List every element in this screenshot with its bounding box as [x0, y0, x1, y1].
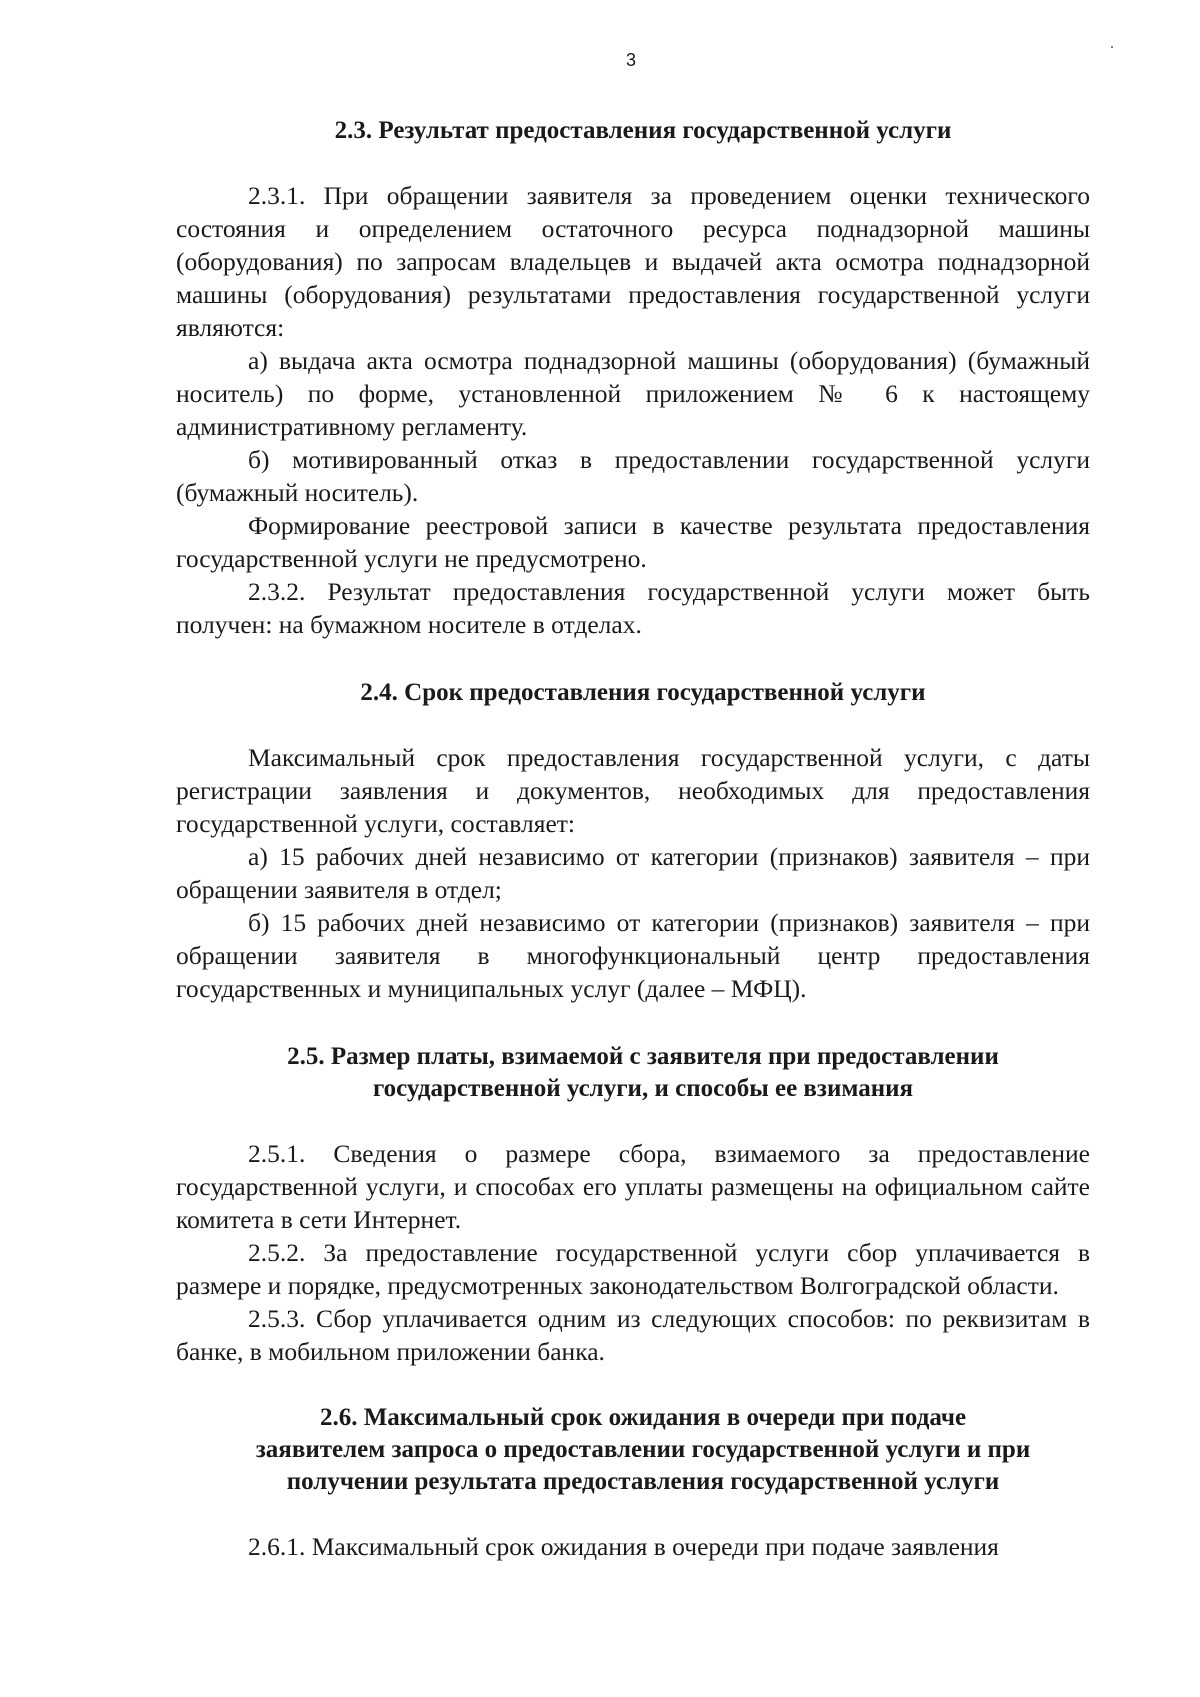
scan-speck	[1111, 46, 1113, 48]
heading-line: 2.5. Размер платы, взимаемой с заявителя при предоставлении	[287, 1043, 999, 1070]
section-2-6	[176, 1402, 1090, 1563]
section-2-4	[176, 677, 1090, 1005]
section-2-5	[176, 1041, 1090, 1368]
paragraph: б) мотивированный отказ в предоставлении государственной услуги (бумажный носитель).	[176, 445, 1090, 507]
paragraph: 2.5.3. Сбор уплачивается одним из следующих способов: по реквизитам в банке, в мобильном приложении банка.	[176, 1304, 1090, 1366]
heading-line: 2.3. Результат предоставления государственной услуги	[334, 117, 952, 144]
heading-line: государственной услуги, и способы ее взимания	[372, 1075, 914, 1102]
heading-line: 2.6. Максимальный срок ожидания в очереди при подаче	[319, 1404, 967, 1431]
paragraph: 2.3.1. При обращении заявителя за проведением оценки технического состояния и определением остаточного ресурса поднадзорной машины (оборудования) по запросам владельцев и выдачей акта осмотра поднадзорной машины (оборудования) результатами предоставления государственной услуги являются:	[176, 181, 1090, 342]
paragraph: 2.5.1. Сведения о размере сбора, взимаемого за предоставление государственной услуги, и способах его уплаты размещены на официальном сайте комитета в сети Интернет.	[176, 1139, 1090, 1234]
paragraph: Максимальный срок предоставления государственной услуги, с даты регистрации заявления и документов, необходимых для предоставления государственной услуги, составляет:	[176, 743, 1090, 838]
heading-line: 2.4. Срок предоставления государственной услуги	[360, 679, 926, 706]
paragraph: а) выдача акта осмотра поднадзорной машины (оборудования) (бумажный носитель) по форме, установленной приложением № 6 к настоящему административному регламенту.	[176, 346, 1090, 441]
paragraph: б) 15 рабочих дней независимо от категории (признаков) заявителя – при обращении заявителя в многофункциональный центр предоставления государственных и муниципальных услуг (далее – МФЦ).	[176, 908, 1090, 1003]
paragraph: 2.3.2. Результат предоставления государственной услуги может быть получен: на бумажном носителе в отделах.	[176, 577, 1090, 639]
page-number: 3	[625, 50, 636, 70]
paragraph: а) 15 рабочих дней независимо от категории (признаков) заявителя – при обращении заявителя в отдел;	[176, 842, 1090, 904]
section-heading	[176, 115, 1090, 147]
document-body	[176, 115, 1090, 1563]
heading-line: заявителем запроса о предоставлении государственной услуги и при	[255, 1436, 1031, 1463]
paragraph: 2.6.1. Максимальный срок ожидания в очереди при подаче заявления	[248, 1532, 999, 1561]
paragraph: 2.5.2. За предоставление государственной услуги сбор уплачивается в размере и порядке, предусмотренных законодательством Волгоградской области.	[176, 1238, 1090, 1300]
section-heading	[176, 1041, 1090, 1105]
section-2-3	[176, 115, 1090, 641]
section-heading	[176, 1402, 1090, 1498]
paragraph: Формирование реестровой записи в качестве результата предоставления государственной услуги не предусмотрено.	[176, 511, 1090, 573]
heading-line: получении результата предоставления государственной услуги	[286, 1468, 1000, 1495]
section-heading	[176, 677, 1090, 709]
